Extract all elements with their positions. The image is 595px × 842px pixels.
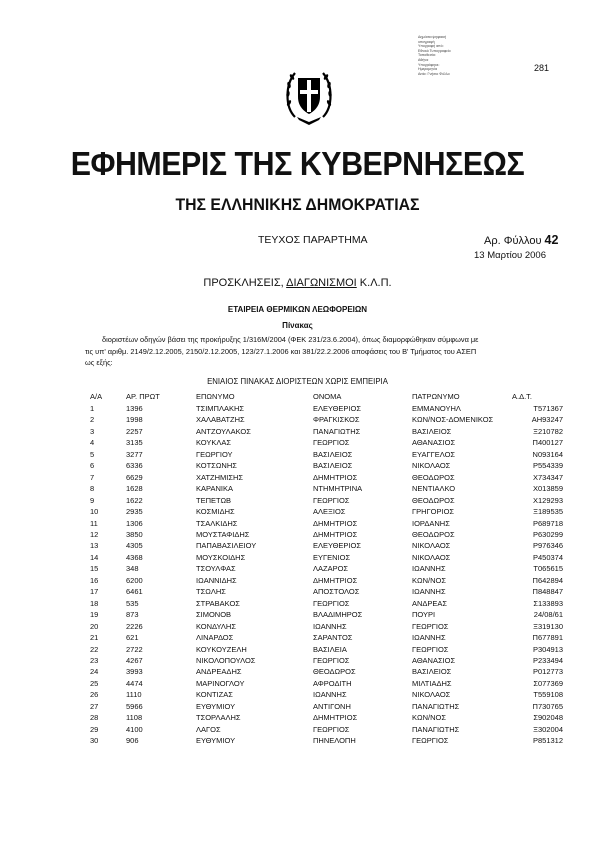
cell-protocol: 4267 [126, 655, 143, 665]
appointees-table [85, 390, 563, 747]
table-row [85, 483, 563, 494]
table-row [85, 552, 563, 563]
cell-protocol: 3850 [126, 529, 143, 539]
cell-name: ΑΝΤΙΓΟΝΗ [313, 701, 351, 711]
cell-id-number: Ρ976346 [532, 541, 563, 551]
cell-aa: 25 [90, 678, 99, 688]
cell-protocol: 5966 [126, 701, 143, 711]
cell-protocol: 1998 [126, 415, 143, 425]
table-row [85, 540, 563, 551]
company-name: ΕΤΑΙΡΕΙΑ ΘΕΡΜΙΚΩΝ ΛΕΩΦΟΡΕΙΩΝ [227, 305, 368, 314]
cell-father-name: ΠΑΝΑΓΙΩΤΗΣ [412, 701, 460, 711]
cell-id-number: Π677891 [532, 633, 563, 643]
cell-protocol: 6200 [126, 575, 143, 585]
cell-id-number: ΑΗ93247 [531, 415, 563, 425]
stamp-line: Ημερομηνία [418, 67, 438, 72]
cell-aa: 24 [90, 667, 99, 677]
cell-protocol: 1110 [126, 690, 142, 700]
cell-father-name: ΕΜΜΑΝΟΥΗΛ [412, 404, 461, 413]
table-row [85, 586, 563, 597]
cell-name: ΛΑΖΑΡΟΣ [313, 564, 349, 574]
cell-protocol: 1306 [126, 518, 143, 528]
table-row [85, 449, 563, 460]
col-protocol: ΑΡ. ΠΡΩΤ [126, 392, 160, 401]
cell-name: ΒΑΣΙΛΕΙΟΣ [313, 449, 353, 459]
cell-aa: 27 [90, 701, 99, 711]
cell-protocol: 535 [126, 598, 139, 608]
table-header-row [85, 390, 563, 403]
cell-aa: 12 [90, 529, 99, 539]
cell-id-number: Σ902048 [533, 713, 563, 723]
cell-father-name: ΒΑΣΙΛΕΙΟΣ [412, 426, 452, 436]
cell-surname: ΤΣΙΜΠΛΑΚΗΣ [196, 404, 245, 413]
cell-protocol: 2226 [126, 621, 143, 631]
cell-name: ΔΗΜΗΤΡΙΟΣ [313, 575, 358, 585]
cell-protocol: 1628 [126, 484, 143, 494]
table-row [85, 632, 563, 643]
cell-protocol: 348 [126, 564, 139, 574]
cell-father-name: ΝΙΚΟΛΑΟΣ [412, 541, 451, 551]
cell-name: ΠΑΝΑΓΙΩΤΗΣ [313, 426, 361, 436]
table-row [85, 518, 563, 529]
cell-father-name: ΕΥΑΓΓΕΛΟΣ [412, 449, 456, 459]
stamp-line: Εθνικό Τυπογραφείο [418, 48, 451, 53]
section-heading [0, 277, 595, 289]
cell-protocol: 873 [126, 610, 139, 620]
cell-id-number: Ξ302004 [533, 724, 563, 734]
cell-father-name: ΑΘΑΝΑΣΙΟΣ [412, 438, 456, 448]
cell-name: ΓΕΩΡΓΙΟΣ [313, 438, 350, 448]
cell-father-name: ΒΑΣΙΛΕΙΟΣ [412, 667, 452, 677]
cell-father-name: ΙΩΑΝΝΗΣ [412, 564, 446, 574]
cell-id-number: Τ571367 [533, 404, 563, 413]
cell-aa: 5 [90, 449, 95, 459]
cell-aa: 7 [90, 472, 95, 482]
cell-aa: 6 [90, 461, 95, 471]
cell-name: ΣΑΡΑΝΤΟΣ [313, 633, 353, 643]
cell-aa: 2 [90, 415, 95, 425]
table-row [85, 678, 563, 689]
cell-protocol: 2257 [126, 426, 143, 436]
cell-surname: ΕΥΘΥΜΙΟΥ [196, 736, 236, 746]
cell-surname: ΣΤΡΑΒΑΚΟΣ [196, 598, 240, 608]
cell-father-name: ΚΩΝ/ΝΟΣ [412, 713, 446, 723]
table-row [85, 529, 563, 540]
table-row [85, 689, 563, 700]
cell-surname: ΚΟΥΚΛΑΣ [196, 438, 232, 448]
cell-name: ΔΗΜΗΤΡΙΟΣ [313, 529, 358, 539]
cell-surname: ΑΝΔΡΕΑΔΗΣ [196, 667, 242, 677]
cell-id-number: Ρ851312 [532, 736, 563, 746]
cell-surname: ΕΥΘΥΜΙΟΥ [196, 701, 236, 711]
cell-surname: ΚΟΥΚΟΥΖΕΛΗ [196, 644, 247, 654]
cell-id-number: Τ065615 [533, 564, 563, 574]
cell-aa: 8 [90, 484, 95, 494]
cell-id-number: Π400127 [532, 438, 563, 448]
table-row [85, 403, 563, 414]
cell-id-number: Ρ233494 [532, 655, 563, 665]
cell-father-name: ΓΕΩΡΓΙΟΣ [412, 736, 449, 746]
cell-id-number: Ν093164 [532, 449, 563, 459]
col-id-number: Α.Δ.Τ. [512, 392, 533, 401]
cell-name: ΒΛΑΔΙΜΗΡΟΣ [313, 610, 363, 620]
table-label: Πίνακας [282, 321, 313, 330]
cell-name: ΔΗΜΗΤΡΙΟΣ [313, 713, 358, 723]
cell-protocol: 1622 [126, 495, 143, 505]
stamp-line: υπογραφή [418, 39, 435, 44]
cell-protocol: 1108 [126, 713, 143, 723]
cell-name: ΕΛΕΥΘΕΡΙΟΣ [313, 404, 361, 413]
cell-father-name: ΚΩΝ/ΝΟΣ [412, 575, 446, 585]
col-aa: Α/Α [90, 392, 103, 401]
table-row [85, 506, 563, 517]
cell-surname: ΜΟΥΣΚΟΙΔΗΣ [196, 552, 246, 562]
cell-id-number: Σ133893 [533, 598, 563, 608]
stamp-line: Αθήνα [418, 57, 429, 62]
table-row [85, 609, 563, 620]
cell-id-number: Χ013859 [532, 484, 563, 494]
cell-surname: ΧΑΤΖΗΜΙΣΗΣ [196, 472, 244, 482]
cell-father-name: ΚΩΝ/ΝΟΣ-ΔΟΜΕΝΙΚΟΣ [412, 415, 494, 425]
sheet-label-text: Αρ. Φύλλου [484, 235, 542, 247]
cell-protocol: 3277 [126, 449, 143, 459]
cell-surname: ΓΕΩΡΓΙΟΥ [196, 449, 233, 459]
cell-father-name: ΙΩΑΝΝΗΣ [412, 633, 446, 643]
cell-name: ΙΩΑΝΝΗΣ [313, 621, 347, 631]
cell-name: ΕΥΓΕΝΙΟΣ [313, 552, 351, 562]
cell-surname: ΝΙΚΟΛΟΠΟΥΛΟΣ [196, 655, 256, 665]
cell-protocol: 621 [126, 633, 139, 643]
cell-surname: ΚΟΤΣΩΝΗΣ [196, 461, 237, 471]
cell-surname: ΣΙΜΟΝΟΒ [196, 610, 232, 620]
cell-aa: 19 [90, 610, 99, 620]
cell-id-number: Π848847 [532, 587, 563, 597]
sheet-number: 42 [544, 233, 559, 247]
cell-aa: 26 [90, 690, 99, 700]
table-row [85, 666, 563, 677]
table-row [85, 472, 563, 483]
cell-surname: ΚΟΝΔΥΛΗΣ [196, 621, 236, 631]
table-row [85, 598, 563, 609]
table-row [85, 414, 563, 425]
cell-name: ΝΤΗΜΗΤΡΙΝΑ [313, 484, 363, 494]
table-row [85, 724, 563, 735]
cell-id-number: Ρ304913 [532, 644, 563, 654]
stamp-line: Αιτία: Γνήσιο Φύλλο [418, 71, 450, 76]
table-title: ΕΝΙΑΙΟΣ ΠΙΝΑΚΑΣ ΔΙΟΡΙΣΤΕΩΝ ΧΩΡΙΣ ΕΜΠΕΙΡΙΑ [207, 377, 388, 386]
cell-father-name: ΠΑΝΑΓΙΩΤΗΣ [412, 724, 460, 734]
cell-father-name: ΘΕΟΔΩΡΟΣ [412, 472, 455, 482]
intro-paragraph [85, 334, 563, 369]
cell-id-number: Π642894 [532, 575, 563, 585]
cell-aa: 11 [90, 518, 98, 528]
cell-protocol: 6461 [126, 587, 143, 597]
col-surname: ΕΠΩΝΥΜΟ [196, 392, 235, 401]
cell-aa: 1 [90, 404, 95, 413]
cell-father-name: ΝΙΚΟΛΑΟΣ [412, 690, 451, 700]
cell-id-number: Ρ630299 [532, 529, 563, 539]
cell-surname: ΧΑΛΑΒΑΤΖΗΣ [196, 415, 245, 425]
cell-father-name: ΠΟΥΡΙ [412, 610, 436, 620]
cell-father-name: ΙΩΑΝΝΗΣ [412, 587, 446, 597]
cell-surname: ΛΙΝΑΡΔΟΣ [196, 633, 234, 643]
table-row [85, 460, 563, 471]
cell-father-name: ΓΕΩΡΓΙΟΣ [412, 621, 449, 631]
cell-protocol: 1396 [126, 404, 143, 413]
cell-name: ΒΑΣΙΛΕΙΟΣ [313, 461, 353, 471]
digital-signature-stamp [418, 35, 486, 76]
stamp-line: Τοποθεσία: [418, 53, 436, 58]
cell-father-name: ΝΙΚΟΛΑΟΣ [412, 552, 451, 562]
cell-protocol: 6336 [126, 461, 143, 471]
col-name: ΟΝΟΜΑ [313, 392, 342, 401]
table-row [85, 701, 563, 712]
cell-aa: 28 [90, 713, 99, 723]
cell-aa: 3 [90, 426, 95, 436]
cell-father-name: ΝΕΝΤΙΑΛΚΟ [412, 484, 456, 494]
cell-name: ΑΠΟΣΤΟΛΟΣ [313, 587, 360, 597]
cell-name: ΠΗΝΕΛΟΠΗ [313, 736, 356, 746]
stamp-line: Υπογράφηκε: [418, 62, 440, 67]
cell-id-number: Ρ689718 [532, 518, 563, 528]
table-row [85, 495, 563, 506]
cell-aa: 13 [90, 541, 99, 551]
cell-id-number: Ρ554339 [532, 461, 563, 471]
cell-aa: 9 [90, 495, 95, 505]
table-row [85, 575, 563, 586]
intro-line-3: ως εξής: [85, 358, 113, 367]
intro-line-1: διοριστέων οδηγών βάσει της προκήρυξης 1/316Μ/2004 (ΦΕΚ 231/23.6.2004), όπως διαμορφώθηκαν σύμφωνα με [102, 335, 479, 344]
cell-id-number: 24/08/61 [533, 610, 563, 620]
gazette-title: ΕΦΗΜΕΡΙΣ ΤΗΣ ΚΥΒΕΡΝΗΣΕΩΣ [70, 145, 525, 182]
cell-name: ΙΩΑΝΝΗΣ [313, 690, 347, 700]
cell-id-number: Ξ189535 [533, 507, 563, 517]
cell-protocol: 3135 [126, 438, 143, 448]
section-heading-part2: ΔΙΑΓΩΝΙΣΜΟΙ [286, 277, 357, 289]
cell-father-name: ΓΕΩΡΓΙΟΣ [412, 644, 449, 654]
table-row [85, 621, 563, 632]
cell-id-number: Π730765 [532, 701, 563, 711]
intro-line-2: τις υπ' αριθμ. 2149/2.12.2005, 2150/2.12.2005, 123/27.1.2006 και 381/22.2.2006 αποφάσεις του Β' Τμήματος του ΑΣΕΠ [85, 346, 477, 356]
cell-surname: ΚΟΝΤΙΖΑΣ [196, 690, 233, 700]
cell-surname: ΤΣΑΛΚΙΔΗΣ [196, 518, 238, 528]
cell-name: ΔΗΜΗΤΡΙΟΣ [313, 472, 358, 482]
cell-name: ΘΕΟΔΩΡΟΣ [313, 667, 356, 677]
cell-name: ΒΑΣΙΛΕΙΑ [313, 644, 347, 654]
cell-aa: 17 [90, 587, 99, 597]
cell-id-number: Ξ210782 [533, 426, 563, 436]
cell-aa: 15 [90, 564, 99, 574]
cell-name: ΓΕΩΡΓΙΟΣ [313, 724, 350, 734]
sheet-number-label [484, 233, 558, 247]
cell-name: ΓΕΩΡΓΙΟΣ [313, 495, 350, 505]
section-heading-part1: ΠΡΟΣΚΛΗΣΕΙΣ, [203, 277, 287, 289]
gazette-subtitle: ΤΗΣ ΕΛΛΗΝΙΚΗΣ ΔΗΜΟΚΡΑΤΙΑΣ [175, 195, 420, 214]
table-row [85, 563, 563, 574]
cell-surname: ΛΑΓΟΣ [196, 724, 221, 734]
cell-father-name: ΘΕΟΔΩΡΟΣ [412, 529, 455, 539]
cell-surname: ΜΑΡΙΝΟΓΛΟΥ [196, 678, 245, 688]
cell-surname: ΤΣΟΥΛΦΑΣ [196, 564, 236, 574]
cell-aa: 14 [90, 552, 99, 562]
cell-id-number: Χ129293 [532, 495, 563, 505]
cell-protocol: 4305 [126, 541, 143, 551]
cell-name: ΓΕΩΡΓΙΟΣ [313, 655, 350, 665]
cell-aa: 23 [90, 655, 99, 665]
cell-aa: 20 [90, 621, 99, 631]
cell-name: ΓΕΩΡΓΙΟΣ [313, 598, 350, 608]
cell-name: ΑΦΡΟΔΙΤΗ [313, 678, 352, 688]
cell-surname: ΑΝΤΖΟΥΛΑΚΟΣ [196, 426, 251, 436]
cell-protocol: 6629 [126, 472, 143, 482]
cell-id-number: Ξ319130 [533, 621, 563, 631]
cell-surname: ΚΟΣΜΙΔΗΣ [196, 507, 235, 517]
cell-surname: ΙΩΑΝΝΙΔΗΣ [196, 575, 237, 585]
cell-aa: 10 [90, 507, 99, 517]
cell-protocol: 4368 [126, 552, 143, 562]
coat-of-arms-icon [283, 59, 335, 127]
cell-father-name: ΑΝΔΡΕΑΣ [412, 598, 448, 608]
cell-surname: ΤΣΩΛΗΣ [196, 587, 226, 597]
cell-aa: 16 [90, 575, 99, 585]
cell-id-number: Ρ012773 [532, 667, 563, 677]
cell-father-name: ΝΙΚΟΛΑΟΣ [412, 461, 451, 471]
table-row [85, 712, 563, 723]
cell-surname: ΠΑΠΑΒΑΣΙΛΕΙΟΥ [196, 541, 257, 551]
table-row [85, 644, 563, 655]
cell-surname: ΜΟΥΣΤΑΦΙΔΗΣ [196, 529, 250, 539]
cell-aa: 21 [90, 633, 99, 643]
cell-name: ΦΡΑΓΚΙΣΚΟΣ [313, 415, 360, 425]
cell-protocol: 906 [126, 736, 139, 746]
cell-aa: 29 [90, 724, 99, 734]
cell-surname: ΚΑΡΑΝΙΚΑ [196, 484, 233, 494]
cell-protocol: 3993 [126, 667, 143, 677]
cell-father-name: ΘΕΟΔΩΡΟΣ [412, 495, 455, 505]
stamp-line: Δημόσια ψηφιακή [418, 35, 447, 39]
cell-father-name: ΓΡΗΓΟΡΙΟΣ [412, 507, 455, 517]
section-heading-part3: Κ.Λ.Π. [356, 277, 392, 289]
issue-type: ΤΕΥΧΟΣ ΠΑΡΑΡΤΗΜΑ [258, 234, 368, 246]
cell-father-name: ΙΟΡΔΑΝΗΣ [412, 518, 450, 528]
cell-aa: 30 [90, 736, 99, 746]
cell-surname: ΤΣΟΡΛΑΛΗΣ [196, 713, 241, 723]
col-father-name: ΠΑΤΡΩΝΥΜΟ [412, 392, 460, 401]
cell-name: ΕΛΕΥΘΕΡΙΟΣ [313, 541, 361, 551]
cell-protocol: 2722 [126, 644, 143, 654]
cell-name: ΔΗΜΗΤΡΙΟΣ [313, 518, 358, 528]
table-row [85, 735, 563, 746]
issue-date: 13 Μαρτίου 2006 [474, 250, 546, 261]
cell-id-number: Τ559108 [533, 690, 563, 700]
cell-protocol: 4100 [126, 724, 143, 734]
cell-aa: 4 [90, 438, 95, 448]
cell-name: ΑΛΕΞΙΟΣ [313, 507, 346, 517]
cell-father-name: ΑΘΑΝΑΣΙΟΣ [412, 655, 456, 665]
table-row [85, 655, 563, 666]
cell-surname: ΤΕΠΕΤΩΒ [196, 495, 232, 505]
cell-id-number: Σ077369 [533, 678, 563, 688]
cell-protocol: 4474 [126, 678, 143, 688]
stamp-line: Υπογραφή από: [418, 44, 444, 49]
cell-father-name: ΜΙΛΤΙΑΔΗΣ [412, 678, 452, 688]
cell-aa: 22 [90, 644, 99, 654]
cell-id-number: Χ734347 [532, 472, 563, 482]
cell-aa: 18 [90, 598, 99, 608]
table-row [85, 437, 563, 448]
table-row [85, 426, 563, 437]
page-number: 281 [534, 63, 550, 73]
cell-id-number: Ρ450374 [532, 552, 563, 562]
cell-protocol: 2935 [126, 507, 143, 517]
